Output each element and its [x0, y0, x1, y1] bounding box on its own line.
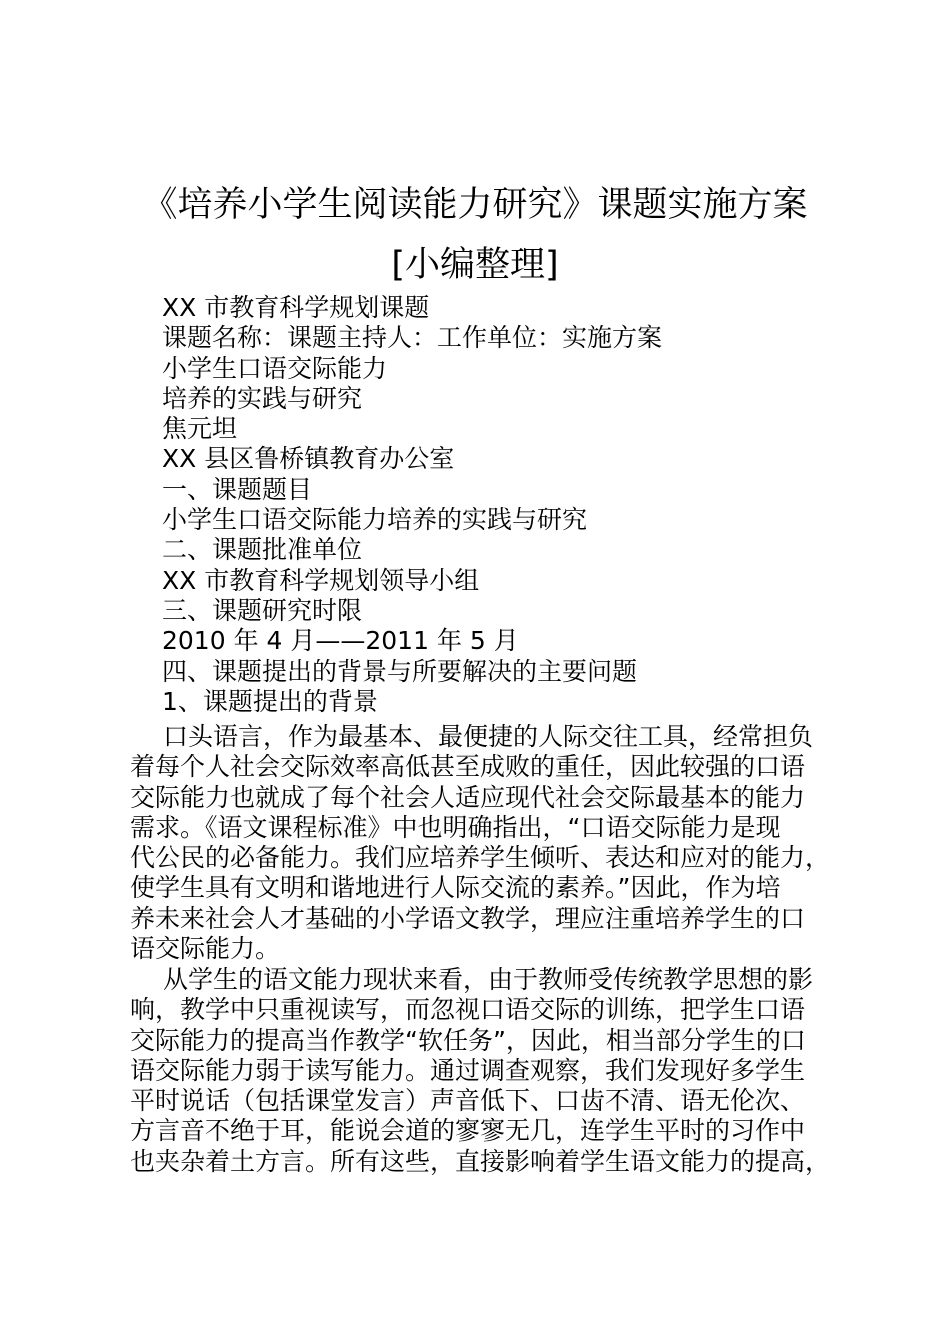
header-line: XX 市教育科学规划领导小组 [162, 565, 480, 595]
header-line: 2010 年 4 月——2011 年 5 月 [162, 626, 519, 656]
paragraph-line: 使学生具有文明和谐地进行人际交流的素养。”因此，作为培 [130, 873, 781, 903]
body-paragraph-1 [130, 722, 842, 964]
header-line: XX 市教育科学规划课题 [162, 293, 430, 322]
section-heading: 三、课题研究时限 [162, 595, 363, 625]
header-line: 焦元坦 [162, 414, 238, 444]
header-line: 小学生口语交际能力 [162, 353, 388, 383]
document-title: 《培养小学生阅读能力研究》课题实施方案 [142, 185, 808, 225]
section-heading: 一、课题题目 [162, 474, 313, 504]
paragraph-line: 语交际能力。 [130, 934, 281, 964]
paragraph-line: 需求。《语文课程标准》中也明确指出，“口语交际能力是现 [130, 812, 781, 842]
paragraph-line: 也夹杂着土方言。所有这些，直接影响着学生语文能力的提高， [130, 1146, 831, 1176]
section-heading: 二、课题批准单位 [162, 535, 363, 565]
header-line: 课题名称：课题主持人：工作单位：实施方案 [162, 323, 663, 353]
document-subtitle: [小编整理] [391, 245, 559, 285]
paragraph-line: 方言音不绝于耳，能说会道的寥寥无几，连学生平时的习作中 [130, 1116, 806, 1146]
paragraph-line: 代公民的必备能力。我们应培养学生倾听、表达和应对的能力， [130, 843, 831, 873]
paragraph-line: 交际能力的提高当作教学“软任务”，因此，相当部分学生的口 [130, 1025, 806, 1055]
paragraph-line: 着每个人社会交际效率高低甚至成败的重任，因此较强的口语 [130, 752, 806, 782]
paragraph-line: 养未来社会人才基础的小学语文教学，理应注重培养学生的口 [130, 903, 806, 933]
paragraph-line: 响，教学中只重视读写，而忽视口语交际的训练，把学生口语 [130, 995, 806, 1025]
header-info-block [162, 293, 862, 717]
paragraph-line: 口头语言，作为最基本、最便捷的人际交往工具，经常担负 [163, 722, 814, 751]
subsection-heading: 1、课题提出的背景 [162, 686, 378, 716]
paragraph-line: 交际能力也就成了每个社会人适应现代社会交际最基本的能力 [130, 782, 806, 812]
paragraph-line: 平时说话（包括课堂发言）声音低下、口齿不清、语无伦次、 [130, 1086, 806, 1116]
header-line: XX 县区鲁桥镇教育办公室 [162, 444, 455, 474]
paragraph-line: 语交际能力弱于读写能力。通过调查观察，我们发现好多学生 [130, 1055, 806, 1085]
header-line: 培养的实践与研究 [162, 383, 363, 413]
header-line: 小学生口语交际能力培养的实践与研究 [162, 505, 588, 535]
paragraph-line: 从学生的语文能力现状来看，由于教师受传统教学思想的影 [163, 965, 814, 994]
body-paragraph-2 [130, 965, 842, 1177]
section-heading: 四、课题提出的背景与所要解决的主要问题 [162, 656, 638, 686]
